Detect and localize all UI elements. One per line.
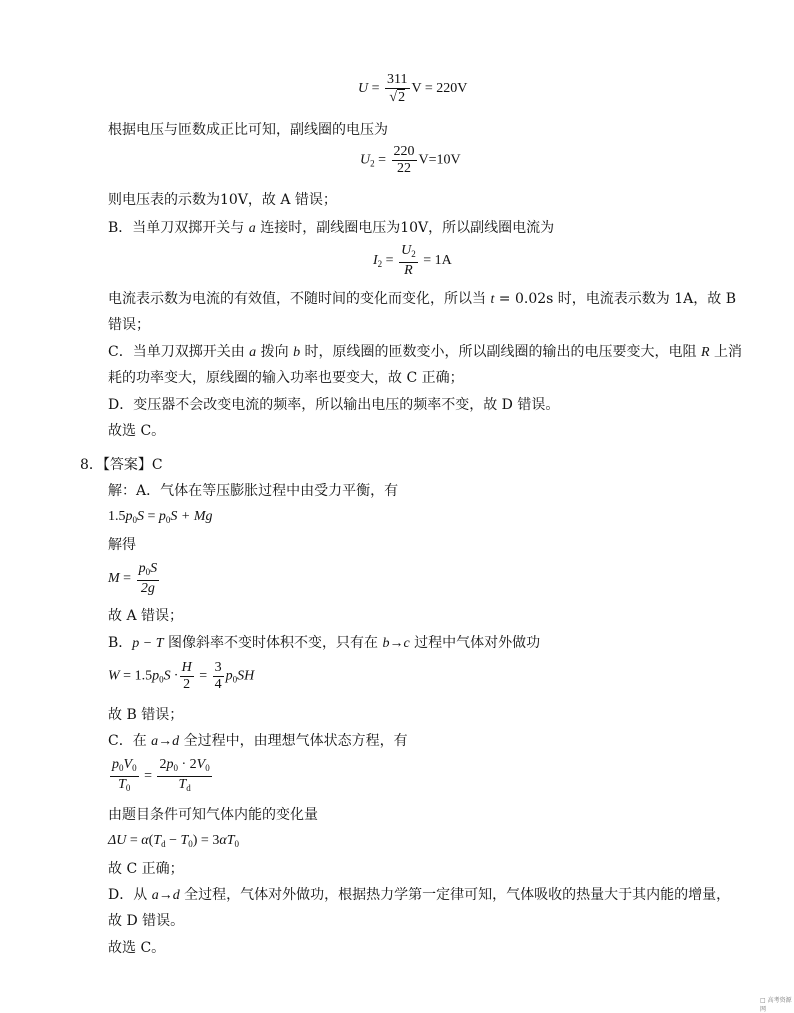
subscript: 0 bbox=[125, 783, 131, 793]
denominator bbox=[157, 777, 211, 796]
text-span: 连接时，副线圈电压为10V，所以副线圈电流为 bbox=[255, 220, 555, 236]
fraction bbox=[385, 72, 409, 106]
num-var: p bbox=[166, 757, 174, 772]
subscript: 0 bbox=[205, 763, 210, 773]
eq-var: U bbox=[360, 152, 371, 168]
fraction bbox=[137, 561, 160, 597]
eq-var: SH bbox=[237, 668, 255, 684]
text-line bbox=[108, 634, 540, 653]
var-t: t bbox=[490, 292, 495, 307]
equation-i2 bbox=[373, 243, 452, 279]
numerator bbox=[110, 757, 139, 777]
eq-var: p bbox=[158, 509, 166, 524]
subscript: 0 bbox=[173, 763, 178, 773]
num-var: V bbox=[196, 757, 206, 772]
eq-var: M bbox=[108, 571, 120, 587]
text-line: 故 A 错误； bbox=[108, 608, 184, 624]
den-var: T bbox=[178, 777, 187, 792]
eq-var: α bbox=[219, 833, 227, 848]
numerator bbox=[399, 243, 418, 263]
denominator bbox=[137, 581, 160, 597]
eq-sign: = bbox=[144, 509, 159, 524]
text-line: 故 C 正确； bbox=[108, 861, 184, 877]
denominator: 2 bbox=[183, 677, 191, 692]
subscript: d bbox=[161, 839, 166, 849]
sqrt-content: 2 bbox=[398, 90, 406, 105]
denominator: 4 bbox=[214, 677, 222, 692]
denominator bbox=[399, 263, 418, 279]
text-line: 解：A．气体在等压膨胀过程中由受力平衡，有 bbox=[108, 483, 399, 499]
num-var: p bbox=[112, 757, 119, 772]
text-span: C．当单刀双掷开关由 bbox=[108, 344, 250, 360]
text-line bbox=[108, 290, 736, 309]
subscript: 0 bbox=[132, 763, 137, 773]
eq-var: T bbox=[180, 833, 189, 848]
eq-var: p bbox=[152, 668, 160, 684]
denominator: √2 bbox=[389, 90, 406, 105]
eq-sign: = bbox=[140, 768, 156, 784]
numerator: 3 bbox=[214, 660, 222, 675]
denominator bbox=[110, 777, 139, 796]
text-span: 全过程，气体对外做功，根据热力学第一定律可知，气体吸收的热量大于其内能的增量， bbox=[179, 887, 731, 903]
equation-u-rms bbox=[358, 72, 467, 106]
text-line: D．变压器不会改变电流的频率，所以输出电压的频率不变，故 D 错误。 bbox=[108, 397, 560, 413]
subscript: d bbox=[186, 783, 191, 793]
text-line: 故 B 错误； bbox=[108, 707, 184, 723]
text-line: 故选 C。 bbox=[108, 423, 166, 439]
text-span: = 0.02s 时，电流表示数为 1A，故 B bbox=[494, 291, 736, 307]
text-line: 根据电压与匝数成正比可知，副线圈的电压为 bbox=[108, 122, 388, 138]
eq-part: − bbox=[165, 833, 181, 848]
eq-sign: = bbox=[195, 668, 211, 684]
text-line: 耗的功率变大，原线圈的输入功率也要变大，故 C 正确； bbox=[108, 370, 464, 386]
eq-result: V=10V bbox=[418, 152, 461, 168]
eq-var: S + Mg bbox=[170, 509, 213, 524]
eq-sign: = bbox=[119, 571, 135, 587]
var-b: b bbox=[293, 345, 301, 360]
eq-var: I bbox=[373, 253, 378, 269]
var-a: a bbox=[249, 345, 257, 360]
equation-internal-energy bbox=[108, 832, 239, 853]
den-var: T bbox=[118, 777, 126, 792]
subscript: 2 bbox=[377, 259, 383, 270]
text-line: 错误； bbox=[108, 317, 150, 333]
text-span: 电流表示数为电流的有效值，不随时间的变化而变化，所以当 bbox=[108, 291, 491, 307]
answer-heading: 8．【答案】C bbox=[80, 457, 163, 473]
fraction bbox=[110, 757, 139, 796]
var-ad: a→d bbox=[151, 888, 180, 903]
num-var: p bbox=[138, 561, 146, 576]
text-line: 解得 bbox=[108, 537, 136, 553]
den-var: 2g bbox=[140, 581, 155, 596]
eq-var: ΔU bbox=[108, 833, 127, 848]
eq-part: ) = 3 bbox=[192, 833, 220, 848]
numerator bbox=[157, 757, 211, 777]
text-span: 拨向 bbox=[256, 344, 294, 360]
fraction bbox=[399, 243, 418, 279]
equation-mass bbox=[108, 561, 161, 597]
subscript: 2 bbox=[411, 249, 416, 259]
eq-var: W bbox=[108, 668, 120, 684]
text-line bbox=[108, 732, 408, 751]
var-r: R bbox=[700, 345, 710, 360]
eq-var: α bbox=[141, 833, 149, 848]
text-span: D．从 bbox=[108, 887, 152, 903]
fraction bbox=[213, 660, 224, 693]
text-span: 时，原线圈的匝数变小，所以副线圈的输出的电压要变大，电阻 bbox=[300, 344, 701, 360]
text-span: 上消 bbox=[709, 344, 742, 360]
subscript: 0 bbox=[119, 763, 124, 773]
eq-var: p bbox=[225, 668, 233, 684]
equation-force-balance bbox=[108, 508, 213, 529]
text-span: 全过程中，由理想气体状态方程，有 bbox=[179, 733, 408, 749]
numerator: 220 bbox=[393, 144, 415, 159]
text-line: 故 D 错误。 bbox=[108, 913, 185, 929]
subscript: 0 bbox=[159, 674, 164, 685]
subscript: 0 bbox=[165, 515, 171, 525]
eq-var: S · bbox=[163, 668, 178, 684]
subscript: 0 bbox=[145, 567, 151, 577]
eq-result: V = 220V bbox=[411, 81, 468, 97]
numerator bbox=[180, 660, 194, 677]
text-span: B． bbox=[108, 635, 133, 651]
text-line bbox=[108, 886, 730, 905]
num-var: U bbox=[401, 243, 412, 258]
num-var: S bbox=[150, 561, 158, 576]
var-pt: p − T bbox=[132, 636, 164, 651]
eq-var: p bbox=[125, 509, 133, 524]
num-var: H bbox=[181, 660, 192, 675]
text-span: 图像斜率不变时体积不变，只有在 bbox=[163, 635, 383, 651]
subscript: 0 bbox=[188, 839, 193, 849]
num-var: V bbox=[123, 757, 133, 772]
eq-part: ( bbox=[148, 833, 154, 848]
eq-sign: = bbox=[126, 833, 142, 848]
eq-sign: = bbox=[368, 81, 384, 97]
footer-logo: □ 高考资源网 bbox=[760, 997, 792, 1013]
text-line: 由题目条件可知气体内能的变化量 bbox=[108, 807, 318, 823]
eq-sign: = bbox=[374, 152, 390, 168]
eq-sign: = bbox=[382, 253, 398, 269]
fraction bbox=[157, 757, 211, 796]
numerator: 311 bbox=[387, 72, 408, 87]
var-a: a bbox=[248, 221, 256, 236]
equation-work bbox=[108, 660, 254, 693]
eq-var: T bbox=[226, 833, 235, 848]
den-var: R bbox=[404, 263, 413, 278]
eq-var: U bbox=[358, 81, 369, 97]
eq-var: T bbox=[153, 833, 162, 848]
text-span: C．在 bbox=[108, 733, 152, 749]
num-part: 2 bbox=[159, 757, 167, 772]
text-span: 过程中气体对外做功 bbox=[409, 635, 541, 651]
text-span: B．当单刀双掷开关与 bbox=[108, 220, 249, 236]
eq-var: S bbox=[137, 509, 144, 524]
equation-u2 bbox=[360, 144, 461, 177]
subscript: 0 bbox=[132, 515, 137, 525]
subscript: 2 bbox=[370, 158, 375, 169]
eq-result: = 1A bbox=[419, 253, 452, 269]
text-line: 则电压表的示数为10V，故 A 错误； bbox=[108, 192, 337, 208]
equation-gas-state bbox=[108, 757, 214, 796]
eq-part: = 1.5 bbox=[119, 668, 153, 684]
text-line: 故选 C。 bbox=[108, 940, 166, 956]
subscript: 0 bbox=[232, 674, 238, 685]
fraction bbox=[392, 144, 417, 177]
denominator: 22 bbox=[397, 161, 412, 176]
var-ad: a→d bbox=[151, 734, 180, 749]
eq-part: 1.5 bbox=[108, 509, 126, 524]
fraction bbox=[180, 660, 194, 693]
text-line bbox=[108, 343, 742, 362]
numerator bbox=[137, 561, 160, 581]
text-line bbox=[108, 219, 554, 238]
num-part: · 2 bbox=[177, 757, 197, 772]
subscript: 0 bbox=[234, 839, 239, 849]
var-bc: b→c bbox=[382, 636, 410, 651]
